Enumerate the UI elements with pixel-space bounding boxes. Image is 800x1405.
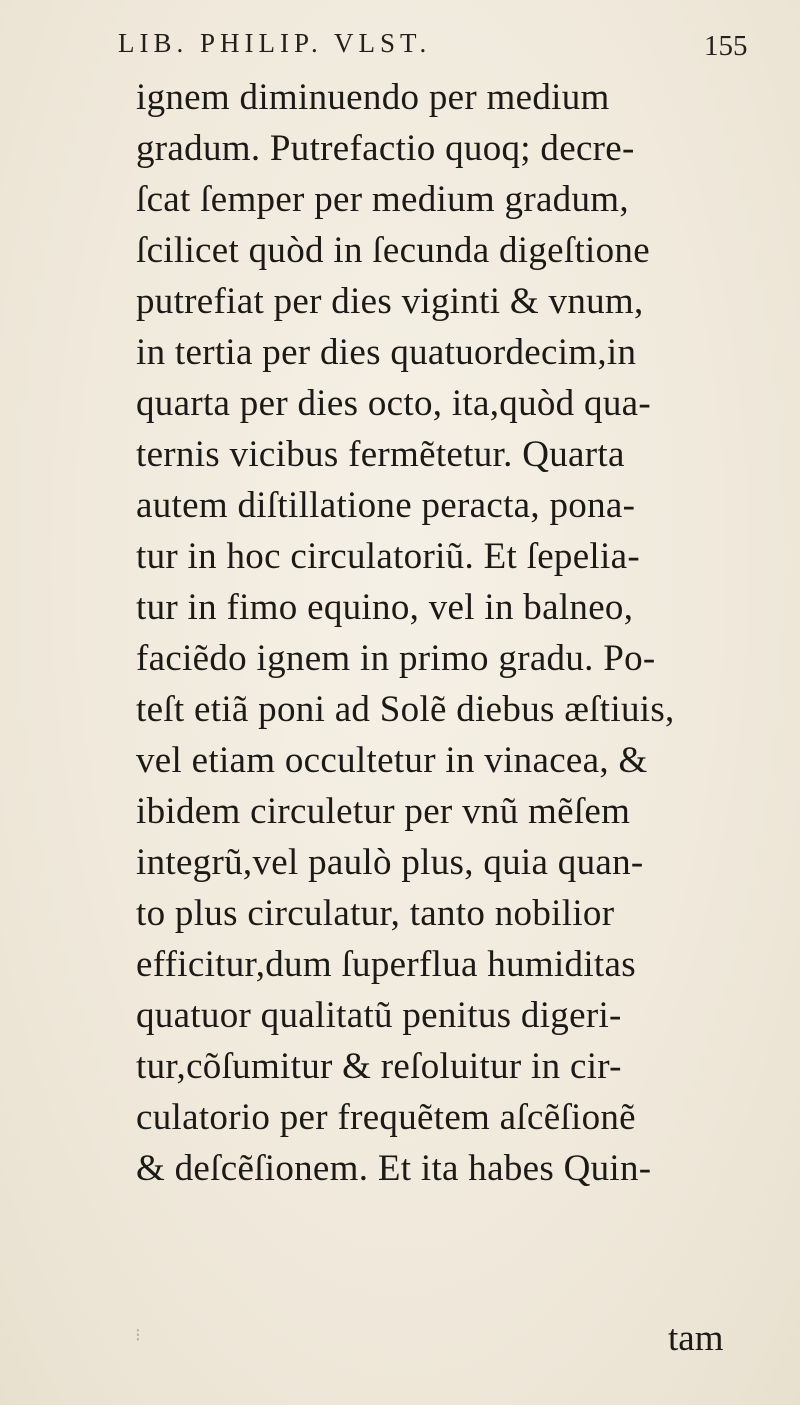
text-line: tur in fimo equino, vel in balneo, xyxy=(136,587,634,628)
text-line: teſt etiã poni ad Solẽ diebus æſtiuis, xyxy=(136,689,675,730)
text-line: ibidem circuletur per vnũ mẽſem xyxy=(136,791,631,832)
text-line: integrũ,vel paulò plus, quia quan- xyxy=(136,842,644,883)
text-line: ignem diminuendo per medium xyxy=(136,77,610,118)
page-number: 155 xyxy=(704,30,748,62)
running-head: LIB. PHILIP. VLST. xyxy=(118,28,432,58)
text-line: putrefiat per dies viginti & vnum, xyxy=(136,281,644,322)
catchword: tam xyxy=(668,1318,724,1359)
text-line: ternis vicibus fermẽtetur. Quarta xyxy=(136,434,625,475)
text-line: tur,cõſumitur & reſoluitur in cir- xyxy=(136,1046,622,1087)
text-line: gradum. Putrefactio quoq; decre- xyxy=(136,128,635,169)
page-header xyxy=(0,22,800,72)
text-line: tur in hoc circulatoriũ. Et ſepelia- xyxy=(136,536,640,577)
text-line: efficitur,dum ſuperflua humiditas xyxy=(136,944,636,985)
bleed-through-mark: ⁝ xyxy=(135,1325,141,1345)
text-line: in tertia per dies quatuordecim,in xyxy=(136,332,637,373)
text-line: ſcat ſemper per medium gradum, xyxy=(136,179,629,220)
text-line: autem diſtillatione peracta, pona- xyxy=(136,485,636,526)
text-line: to plus circulatur, tanto nobilior xyxy=(136,893,615,934)
text-line: quatuor qualitatũ penitus digeri- xyxy=(136,995,622,1036)
text-line: faciẽdo ignem in primo gradu. Po- xyxy=(136,638,656,679)
text-line: ſcilicet quòd in ſecunda digeſtione xyxy=(136,230,650,271)
text-line: culatorio per frequẽtem aſcẽſionẽ xyxy=(136,1097,636,1138)
main-text xyxy=(136,72,776,1194)
text-line: vel etiam occultetur in vinacea, & xyxy=(136,740,648,781)
text-line: & deſcẽſionem. Et ita habes Quin- xyxy=(136,1148,652,1189)
text-line: quarta per dies octo, ita,quòd qua- xyxy=(136,383,651,424)
